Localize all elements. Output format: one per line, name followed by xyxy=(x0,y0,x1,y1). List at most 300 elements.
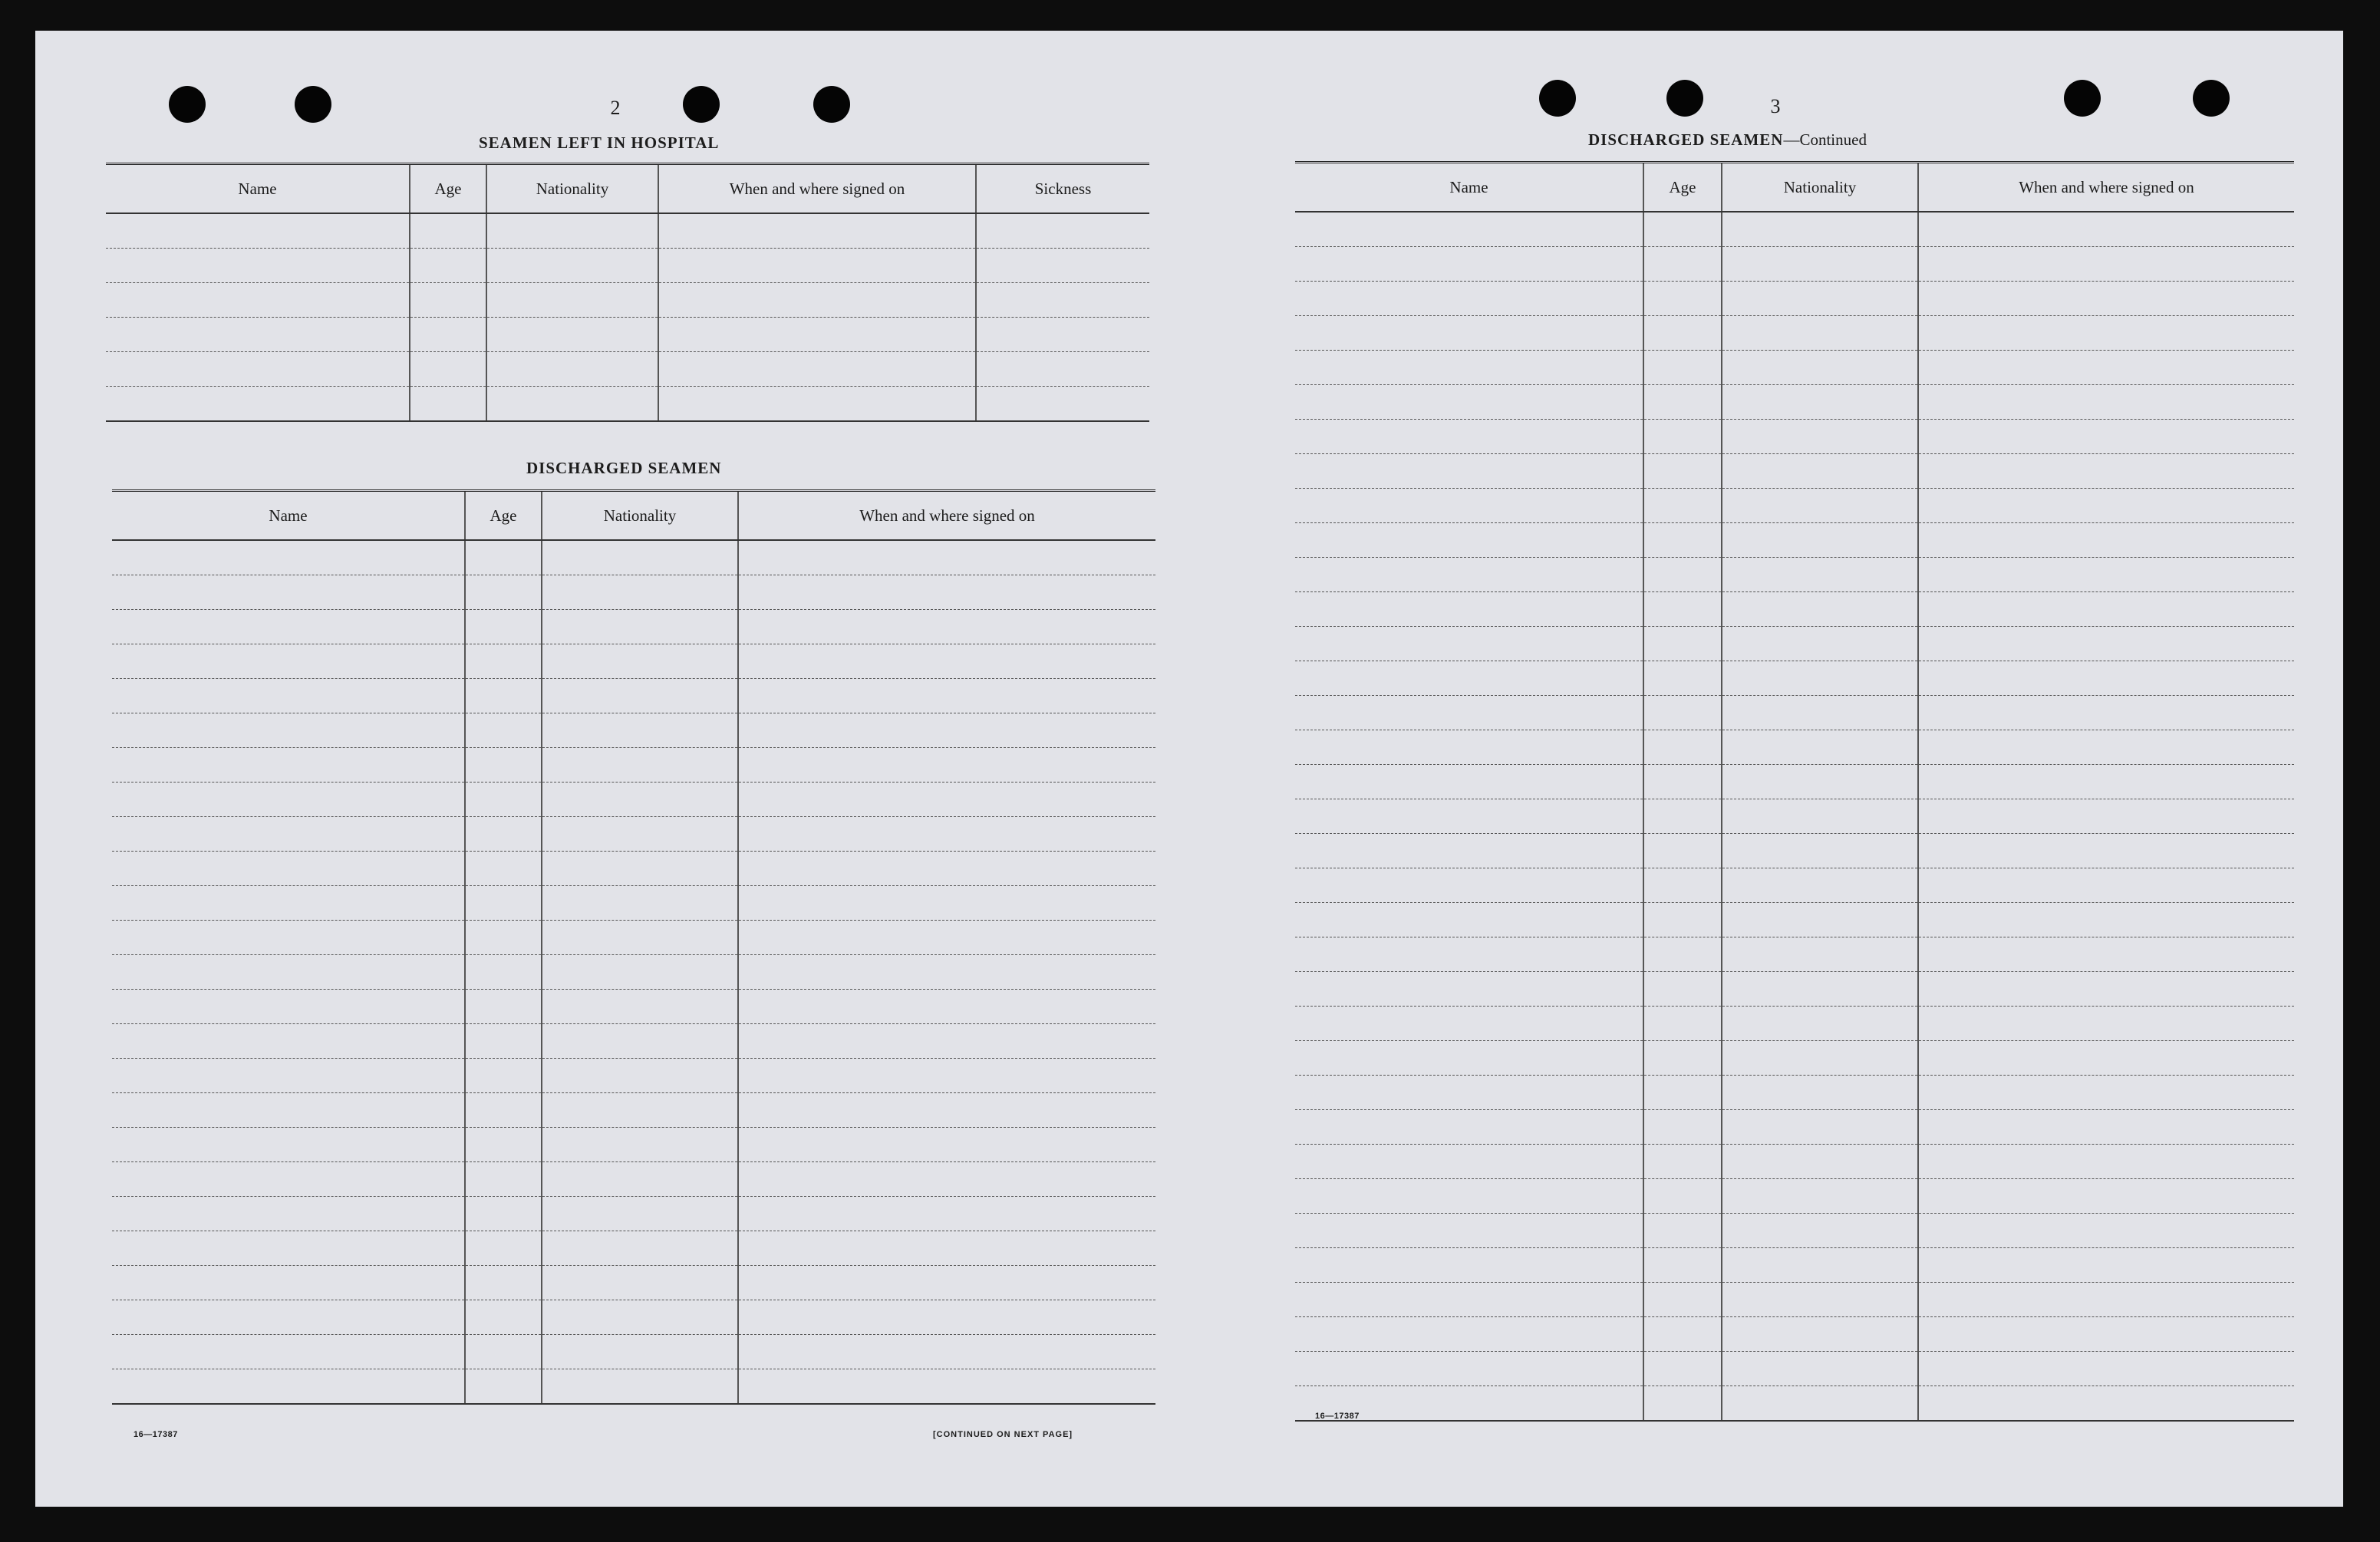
blank-cell xyxy=(112,1335,465,1369)
blank-cell xyxy=(1295,1041,1643,1076)
blank-cell xyxy=(112,990,465,1024)
table-row xyxy=(112,1024,1155,1059)
blank-cell xyxy=(112,1266,465,1300)
blank-cell xyxy=(1295,1145,1643,1179)
table-row xyxy=(112,921,1155,955)
column-header-nationality: Nationality xyxy=(1722,163,1918,213)
blank-cell xyxy=(738,1197,1155,1231)
blank-cell xyxy=(1295,799,1643,834)
table-row xyxy=(112,1266,1155,1300)
blank-cell xyxy=(1722,1283,1918,1317)
table-row xyxy=(112,644,1155,679)
blank-cell xyxy=(1643,868,1722,903)
blank-cell xyxy=(542,540,738,575)
table-row xyxy=(1295,1283,2294,1317)
blank-cell xyxy=(112,817,465,852)
blank-cell xyxy=(465,817,542,852)
blank-cell xyxy=(1918,661,2294,696)
blank-cell xyxy=(738,713,1155,748)
blank-cell xyxy=(1722,937,1918,972)
blank-cell xyxy=(1722,730,1918,765)
section-title-discharged: DISCHARGED SEAMEN xyxy=(526,459,722,477)
blank-cell xyxy=(1918,1179,2294,1214)
punch-hole xyxy=(1666,80,1703,117)
blank-cell xyxy=(542,1093,738,1128)
blank-cell xyxy=(738,886,1155,921)
blank-cell xyxy=(1295,937,1643,972)
blank-cell xyxy=(112,783,465,817)
blank-cell xyxy=(542,886,738,921)
column-header-name: Name xyxy=(106,164,410,214)
blank-cell xyxy=(658,213,976,249)
blank-cell xyxy=(1643,1076,1722,1110)
blank-cell xyxy=(1722,1386,1918,1422)
blank-cell xyxy=(486,387,658,422)
blank-cell xyxy=(112,886,465,921)
table-row xyxy=(112,679,1155,713)
blank-cell xyxy=(465,1162,542,1197)
table-row xyxy=(1295,351,2294,385)
column-header-name: Name xyxy=(1295,163,1643,213)
blank-cell xyxy=(1295,385,1643,420)
blank-cell xyxy=(542,921,738,955)
blank-cell xyxy=(1295,558,1643,592)
blank-cell xyxy=(1918,765,2294,799)
blank-cell xyxy=(542,644,738,679)
blank-cell xyxy=(1722,558,1918,592)
blank-cell xyxy=(1295,489,1643,523)
table-row xyxy=(1295,627,2294,661)
blank-cell xyxy=(1643,1214,1722,1248)
table-row xyxy=(1295,1145,2294,1179)
blank-cell xyxy=(112,748,465,783)
column-header-nationality: Nationality xyxy=(486,164,658,214)
blank-cell xyxy=(1722,489,1918,523)
blank-cell xyxy=(1295,1352,1643,1386)
blank-cell xyxy=(542,1128,738,1162)
blank-cell xyxy=(1918,420,2294,454)
blank-cell xyxy=(410,283,486,318)
blank-cell xyxy=(1722,247,1918,282)
blank-cell xyxy=(1918,1283,2294,1317)
table-row xyxy=(112,540,1155,575)
blank-cell xyxy=(106,213,410,249)
blank-cell xyxy=(465,713,542,748)
blank-cell xyxy=(465,610,542,644)
continued-note: [CONTINUED ON NEXT PAGE] xyxy=(933,1430,1073,1439)
table-row xyxy=(112,575,1155,610)
blank-cell xyxy=(106,318,410,352)
table-row xyxy=(1295,1007,2294,1041)
blank-cell xyxy=(1918,282,2294,316)
section-title-hospital: SEAMEN LEFT IN HOSPITAL xyxy=(479,133,720,152)
blank-cell xyxy=(738,852,1155,886)
table-row xyxy=(112,1093,1155,1128)
blank-cell xyxy=(1643,282,1722,316)
blank-cell xyxy=(410,387,486,422)
blank-cell xyxy=(542,1266,738,1300)
blank-cell xyxy=(1918,834,2294,868)
table-header-row xyxy=(106,164,1149,214)
blank-cell xyxy=(1918,937,2294,972)
blank-cell xyxy=(1722,903,1918,937)
blank-cell xyxy=(658,283,976,318)
blank-cell xyxy=(1295,903,1643,937)
blank-cell xyxy=(112,1197,465,1231)
table-row xyxy=(1295,523,2294,558)
blank-cell xyxy=(738,1369,1155,1405)
blank-cell xyxy=(738,1059,1155,1093)
blank-cell xyxy=(1722,282,1918,316)
blank-cell xyxy=(1918,1317,2294,1352)
blank-cell xyxy=(738,1093,1155,1128)
blank-cell xyxy=(1643,1317,1722,1352)
column-header-signed-on: When and where signed on xyxy=(738,491,1155,541)
blank-cell xyxy=(112,610,465,644)
blank-cell xyxy=(1722,1145,1918,1179)
blank-cell xyxy=(1295,212,1643,247)
blank-cell xyxy=(1918,799,2294,834)
blank-cell xyxy=(486,249,658,283)
blank-cell xyxy=(1918,730,2294,765)
blank-cell xyxy=(1722,1007,1918,1041)
blank-cell xyxy=(1643,765,1722,799)
blank-cell xyxy=(1722,1076,1918,1110)
blank-cell xyxy=(976,283,1149,318)
blank-cell xyxy=(486,318,658,352)
blank-cell xyxy=(1722,1352,1918,1386)
blank-cell xyxy=(738,1128,1155,1162)
blank-cell xyxy=(1643,799,1722,834)
blank-cell xyxy=(738,1162,1155,1197)
column-header-age: Age xyxy=(1643,163,1722,213)
blank-cell xyxy=(112,644,465,679)
punch-hole xyxy=(813,86,850,123)
blank-cell xyxy=(1918,1352,2294,1386)
section-title-discharged-continued xyxy=(1588,130,1867,150)
blank-cell xyxy=(112,679,465,713)
blank-cell xyxy=(486,283,658,318)
punch-hole xyxy=(2064,80,2101,117)
table-row xyxy=(112,713,1155,748)
blank-cell xyxy=(738,955,1155,990)
blank-cell xyxy=(1918,1386,2294,1422)
blank-cell xyxy=(738,1300,1155,1335)
blank-cell xyxy=(976,213,1149,249)
blank-cell xyxy=(1918,351,2294,385)
blank-cell xyxy=(1643,385,1722,420)
table-row xyxy=(112,1059,1155,1093)
blank-cell xyxy=(1643,1145,1722,1179)
blank-cell xyxy=(1722,627,1918,661)
blank-cell xyxy=(1722,1317,1918,1352)
column-header-signed-on: When and where signed on xyxy=(658,164,976,214)
table-row xyxy=(1295,1317,2294,1352)
blank-cell xyxy=(465,644,542,679)
table-row xyxy=(1295,282,2294,316)
column-header-age: Age xyxy=(465,491,542,541)
blank-cell xyxy=(1722,316,1918,351)
blank-cell xyxy=(465,1059,542,1093)
table-row xyxy=(1295,1214,2294,1248)
table-row xyxy=(1295,316,2294,351)
blank-cell xyxy=(465,1266,542,1300)
blank-cell xyxy=(1295,316,1643,351)
column-header-nationality: Nationality xyxy=(542,491,738,541)
blank-cell xyxy=(112,540,465,575)
column-header-signed-on: When and where signed on xyxy=(1918,163,2294,213)
blank-cell xyxy=(410,249,486,283)
blank-cell xyxy=(738,783,1155,817)
table-row xyxy=(106,213,1149,249)
blank-cell xyxy=(106,283,410,318)
blank-cell xyxy=(1722,454,1918,489)
table-row xyxy=(1295,212,2294,247)
blank-cell xyxy=(1643,247,1722,282)
punch-hole xyxy=(1539,80,1576,117)
table-row xyxy=(112,1197,1155,1231)
blank-cell xyxy=(1643,696,1722,730)
table-row xyxy=(112,1300,1155,1335)
table-row xyxy=(1295,1041,2294,1076)
blank-cell xyxy=(112,713,465,748)
blank-cell xyxy=(1643,1179,1722,1214)
blank-cell xyxy=(112,575,465,610)
blank-cell xyxy=(542,713,738,748)
blank-cell xyxy=(1295,1007,1643,1041)
blank-cell xyxy=(1295,523,1643,558)
table-row xyxy=(1295,385,2294,420)
blank-cell xyxy=(1643,834,1722,868)
blank-cell xyxy=(1295,834,1643,868)
blank-cell xyxy=(542,1231,738,1266)
blank-cell xyxy=(1295,1076,1643,1110)
blank-cell xyxy=(1643,489,1722,523)
blank-cell xyxy=(1643,627,1722,661)
table-row xyxy=(106,283,1149,318)
table-row xyxy=(1295,1386,2294,1422)
blank-cell xyxy=(1295,627,1643,661)
table-row xyxy=(1295,903,2294,937)
blank-cell xyxy=(1643,1283,1722,1317)
table-row xyxy=(1295,661,2294,696)
blank-cell xyxy=(1918,316,2294,351)
blank-cell xyxy=(1722,799,1918,834)
blank-cell xyxy=(1918,1110,2294,1145)
blank-cell xyxy=(1918,385,2294,420)
blank-cell xyxy=(1295,972,1643,1007)
blank-cell xyxy=(738,540,1155,575)
blank-cell xyxy=(1918,1076,2294,1110)
table-row xyxy=(112,886,1155,921)
blank-cell xyxy=(465,852,542,886)
blank-cell xyxy=(1722,523,1918,558)
blank-cell xyxy=(738,990,1155,1024)
blank-cell xyxy=(738,817,1155,852)
blank-cell xyxy=(738,575,1155,610)
blank-cell xyxy=(1722,1179,1918,1214)
blank-cell xyxy=(410,318,486,352)
table-row xyxy=(1295,489,2294,523)
table-row xyxy=(1295,937,2294,972)
blank-cell xyxy=(976,387,1149,422)
blank-cell xyxy=(1918,523,2294,558)
blank-cell xyxy=(738,921,1155,955)
blank-cell xyxy=(1643,558,1722,592)
blank-cell xyxy=(1722,1248,1918,1283)
table-row xyxy=(106,249,1149,283)
table-row xyxy=(1295,1076,2294,1110)
punch-hole xyxy=(169,86,206,123)
blank-cell xyxy=(465,990,542,1024)
blank-cell xyxy=(465,1093,542,1128)
table-header-row xyxy=(112,491,1155,541)
table-row xyxy=(112,1231,1155,1266)
blank-cell xyxy=(1643,420,1722,454)
blank-cell xyxy=(542,1059,738,1093)
table-row xyxy=(1295,834,2294,868)
blank-cell xyxy=(1295,351,1643,385)
table-row xyxy=(1295,972,2294,1007)
punch-hole xyxy=(683,86,720,123)
section-title-suffix: —Continued xyxy=(1783,130,1867,149)
page-left xyxy=(35,31,1186,1507)
blank-cell xyxy=(542,852,738,886)
blank-cell xyxy=(1722,1110,1918,1145)
blank-cell xyxy=(976,318,1149,352)
column-header-sickness: Sickness xyxy=(976,164,1149,214)
table-row xyxy=(112,990,1155,1024)
blank-cell xyxy=(1918,247,2294,282)
blank-cell xyxy=(738,610,1155,644)
blank-cell xyxy=(1722,212,1918,247)
table-row xyxy=(1295,247,2294,282)
blank-cell xyxy=(486,213,658,249)
table-row xyxy=(112,748,1155,783)
blank-cell xyxy=(1722,972,1918,1007)
blank-cell xyxy=(542,748,738,783)
blank-cell xyxy=(1722,592,1918,627)
blank-cell xyxy=(1643,523,1722,558)
blank-cell xyxy=(1295,1317,1643,1352)
page-number: 3 xyxy=(1770,95,1781,117)
blank-cell xyxy=(465,748,542,783)
blank-cell xyxy=(542,1197,738,1231)
blank-cell xyxy=(106,352,410,387)
blank-cell xyxy=(1918,212,2294,247)
table-row xyxy=(1295,868,2294,903)
blank-cell xyxy=(738,1231,1155,1266)
blank-cell xyxy=(465,1197,542,1231)
blank-cell xyxy=(658,249,976,283)
blank-cell xyxy=(542,990,738,1024)
table-row xyxy=(112,783,1155,817)
blank-cell xyxy=(106,387,410,422)
blank-cell xyxy=(1643,937,1722,972)
blank-cell xyxy=(112,955,465,990)
blank-cell xyxy=(1295,765,1643,799)
table-row xyxy=(1295,1352,2294,1386)
blank-cell xyxy=(1643,351,1722,385)
blank-cell xyxy=(465,575,542,610)
blank-cell xyxy=(1643,972,1722,1007)
blank-cell xyxy=(738,1024,1155,1059)
blank-cell xyxy=(1722,661,1918,696)
table-row xyxy=(112,1335,1155,1369)
table-row xyxy=(112,955,1155,990)
blank-cell xyxy=(542,610,738,644)
blank-cell xyxy=(542,1335,738,1369)
blank-cell xyxy=(542,955,738,990)
blank-cell xyxy=(465,540,542,575)
blank-cell xyxy=(106,249,410,283)
blank-cell xyxy=(1918,1214,2294,1248)
blank-cell xyxy=(1722,385,1918,420)
blank-cell xyxy=(112,1024,465,1059)
blank-cell xyxy=(1722,420,1918,454)
blank-cell xyxy=(1295,661,1643,696)
table-row xyxy=(112,1369,1155,1405)
blank-cell xyxy=(738,644,1155,679)
table-row xyxy=(1295,696,2294,730)
blank-cell xyxy=(1295,868,1643,903)
blank-cell xyxy=(486,352,658,387)
blank-cell xyxy=(658,318,976,352)
blank-cell xyxy=(1295,247,1643,282)
blank-cell xyxy=(465,886,542,921)
blank-cell xyxy=(1643,212,1722,247)
blank-cell xyxy=(465,955,542,990)
blank-cell xyxy=(738,748,1155,783)
blank-cell xyxy=(1918,903,2294,937)
blank-cell xyxy=(1295,1248,1643,1283)
table-row xyxy=(112,852,1155,886)
blank-cell xyxy=(1722,1214,1918,1248)
blank-cell xyxy=(1918,1007,2294,1041)
blank-cell xyxy=(112,1162,465,1197)
blank-cell xyxy=(542,1024,738,1059)
blank-cell xyxy=(1918,592,2294,627)
blank-cell xyxy=(1918,558,2294,592)
blank-cell xyxy=(1295,420,1643,454)
table-row xyxy=(112,1128,1155,1162)
blank-cell xyxy=(112,852,465,886)
blank-cell xyxy=(465,679,542,713)
blank-cell xyxy=(1643,1110,1722,1145)
column-header-age: Age xyxy=(410,164,486,214)
blank-cell xyxy=(1722,834,1918,868)
punch-hole xyxy=(2193,80,2230,117)
blank-cell xyxy=(1918,1041,2294,1076)
table-row xyxy=(1295,454,2294,489)
blank-cell xyxy=(410,213,486,249)
table-row xyxy=(1295,558,2294,592)
blank-cell xyxy=(1643,316,1722,351)
punch-hole xyxy=(295,86,331,123)
page-number: 2 xyxy=(610,97,621,119)
blank-cell xyxy=(112,1231,465,1266)
blank-cell xyxy=(1643,661,1722,696)
table-row xyxy=(112,610,1155,644)
blank-cell xyxy=(465,1128,542,1162)
table-row xyxy=(1295,765,2294,799)
blank-cell xyxy=(1918,1145,2294,1179)
blank-cell xyxy=(465,1369,542,1405)
blank-cell xyxy=(542,783,738,817)
blank-cell xyxy=(1295,592,1643,627)
form-number: 16—17387 xyxy=(1315,1412,1360,1421)
blank-cell xyxy=(112,1300,465,1335)
